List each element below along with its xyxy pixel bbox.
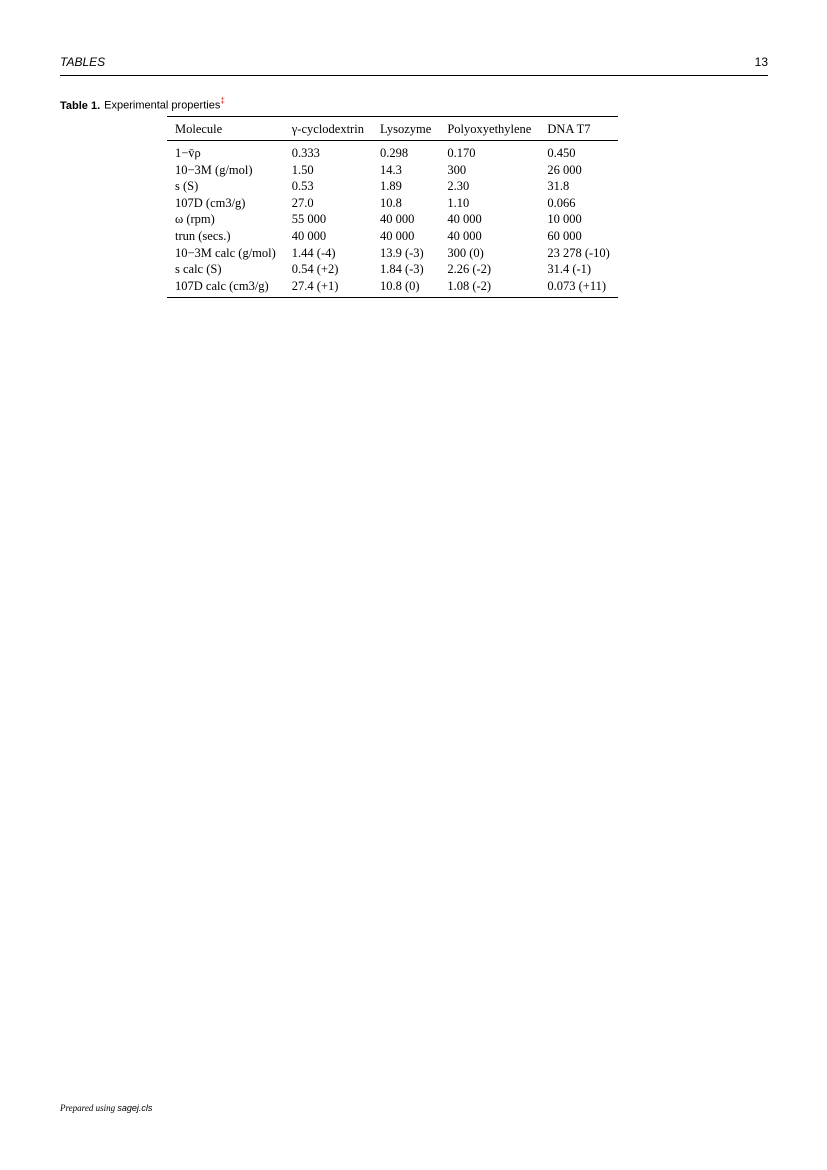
table-cell: 0.073 (+11) xyxy=(547,278,607,293)
table-cell: 0.53 xyxy=(291,179,314,194)
table-cell: 1.10 xyxy=(447,195,470,210)
row-label: 107D calc (cm3/g) xyxy=(175,278,269,293)
experimental-properties-table xyxy=(167,116,618,298)
table-cell: 31.8 xyxy=(547,179,570,194)
table-cell: 27.0 xyxy=(291,195,314,210)
table-cell: 300 xyxy=(447,162,467,177)
table-cell: 1.89 xyxy=(379,179,402,194)
row-label: s calc (S) xyxy=(175,262,222,277)
column-header-dna-t7: DNA T7 xyxy=(539,117,618,141)
table-cell: 10 000 xyxy=(547,212,582,227)
table-cell: 1.84 (-3) xyxy=(379,262,424,277)
table-row xyxy=(167,195,618,212)
section-title: TABLES xyxy=(60,55,106,69)
table-row xyxy=(167,178,618,195)
table-cell: 40 000 xyxy=(291,228,327,243)
column-header-polyoxyethylene: Polyoxyethylene xyxy=(439,117,539,141)
table-cell: 0.170 xyxy=(447,146,476,160)
column-header-molecule: Molecule xyxy=(167,117,284,141)
table-cell: 31.4 (-1) xyxy=(547,262,592,277)
row-label: ω (rpm) xyxy=(175,212,215,227)
table-cell: 0.066 xyxy=(547,195,576,210)
table-cell: 1.44 (-4) xyxy=(291,245,336,260)
table-header-row xyxy=(167,117,618,141)
table-caption xyxy=(60,97,225,112)
row-label: 10−3M (g/mol) xyxy=(175,162,253,177)
row-label: 1−v̄ρ xyxy=(175,146,201,160)
table-cell: 40 000 xyxy=(379,212,415,227)
page-number: 13 xyxy=(754,55,768,69)
row-label: s (S) xyxy=(175,179,199,194)
row-label: 10−3M calc (g/mol) xyxy=(175,245,276,260)
footer-prepared-text: Prepared using xyxy=(60,1103,116,1113)
table-cell: 0.333 xyxy=(291,146,320,160)
table-row xyxy=(167,141,618,162)
table-cell: 1.08 (-2) xyxy=(447,278,492,293)
table-cell: 0.450 xyxy=(547,146,576,160)
footnote-link[interactable]: ‡ xyxy=(220,96,225,105)
table-cell: 1.50 xyxy=(291,162,314,177)
table-cell: 40 000 xyxy=(379,228,415,243)
column-header-cyclodextrin: γ-cyclodextrin xyxy=(284,117,372,141)
table-cell: 0.54 (+2) xyxy=(291,262,339,277)
table-row xyxy=(167,245,618,262)
table-label: Table 1. xyxy=(60,99,101,112)
table-row xyxy=(167,278,618,298)
table-cell: 300 (0) xyxy=(447,245,484,260)
caption-text: Experimental properties xyxy=(104,99,221,112)
table-cell: 2.26 (-2) xyxy=(447,262,492,277)
running-header xyxy=(60,53,768,76)
table-row xyxy=(167,162,618,179)
column-header-lysozyme: Lysozyme xyxy=(372,117,439,141)
table-cell: 10.8 xyxy=(379,195,402,210)
table-cell: 0.298 xyxy=(379,146,409,160)
table-cell: 14.3 xyxy=(379,162,402,177)
table-cell: 27.4 (+1) xyxy=(291,278,339,293)
page-footer xyxy=(60,1103,152,1113)
table-cell: 2.30 xyxy=(447,179,470,194)
row-label: trun (secs.) xyxy=(175,228,231,243)
table-cell: 60 000 xyxy=(547,228,582,243)
table-cell: 13.9 (-3) xyxy=(379,245,424,260)
table-cell: 40 000 xyxy=(447,228,482,243)
table-cell: 23 278 (-10) xyxy=(547,245,610,260)
table-cell: 40 000 xyxy=(447,212,482,227)
row-label: 107D (cm3/g) xyxy=(175,195,246,210)
table-cell: 10.8 (0) xyxy=(379,278,420,293)
table-cell: 26 000 xyxy=(547,162,582,177)
table-row xyxy=(167,261,618,278)
footer-class-file: sagej.cls xyxy=(117,1103,153,1113)
table-row xyxy=(167,211,618,228)
table-cell: 55 000 xyxy=(291,212,327,227)
table-row xyxy=(167,228,618,245)
